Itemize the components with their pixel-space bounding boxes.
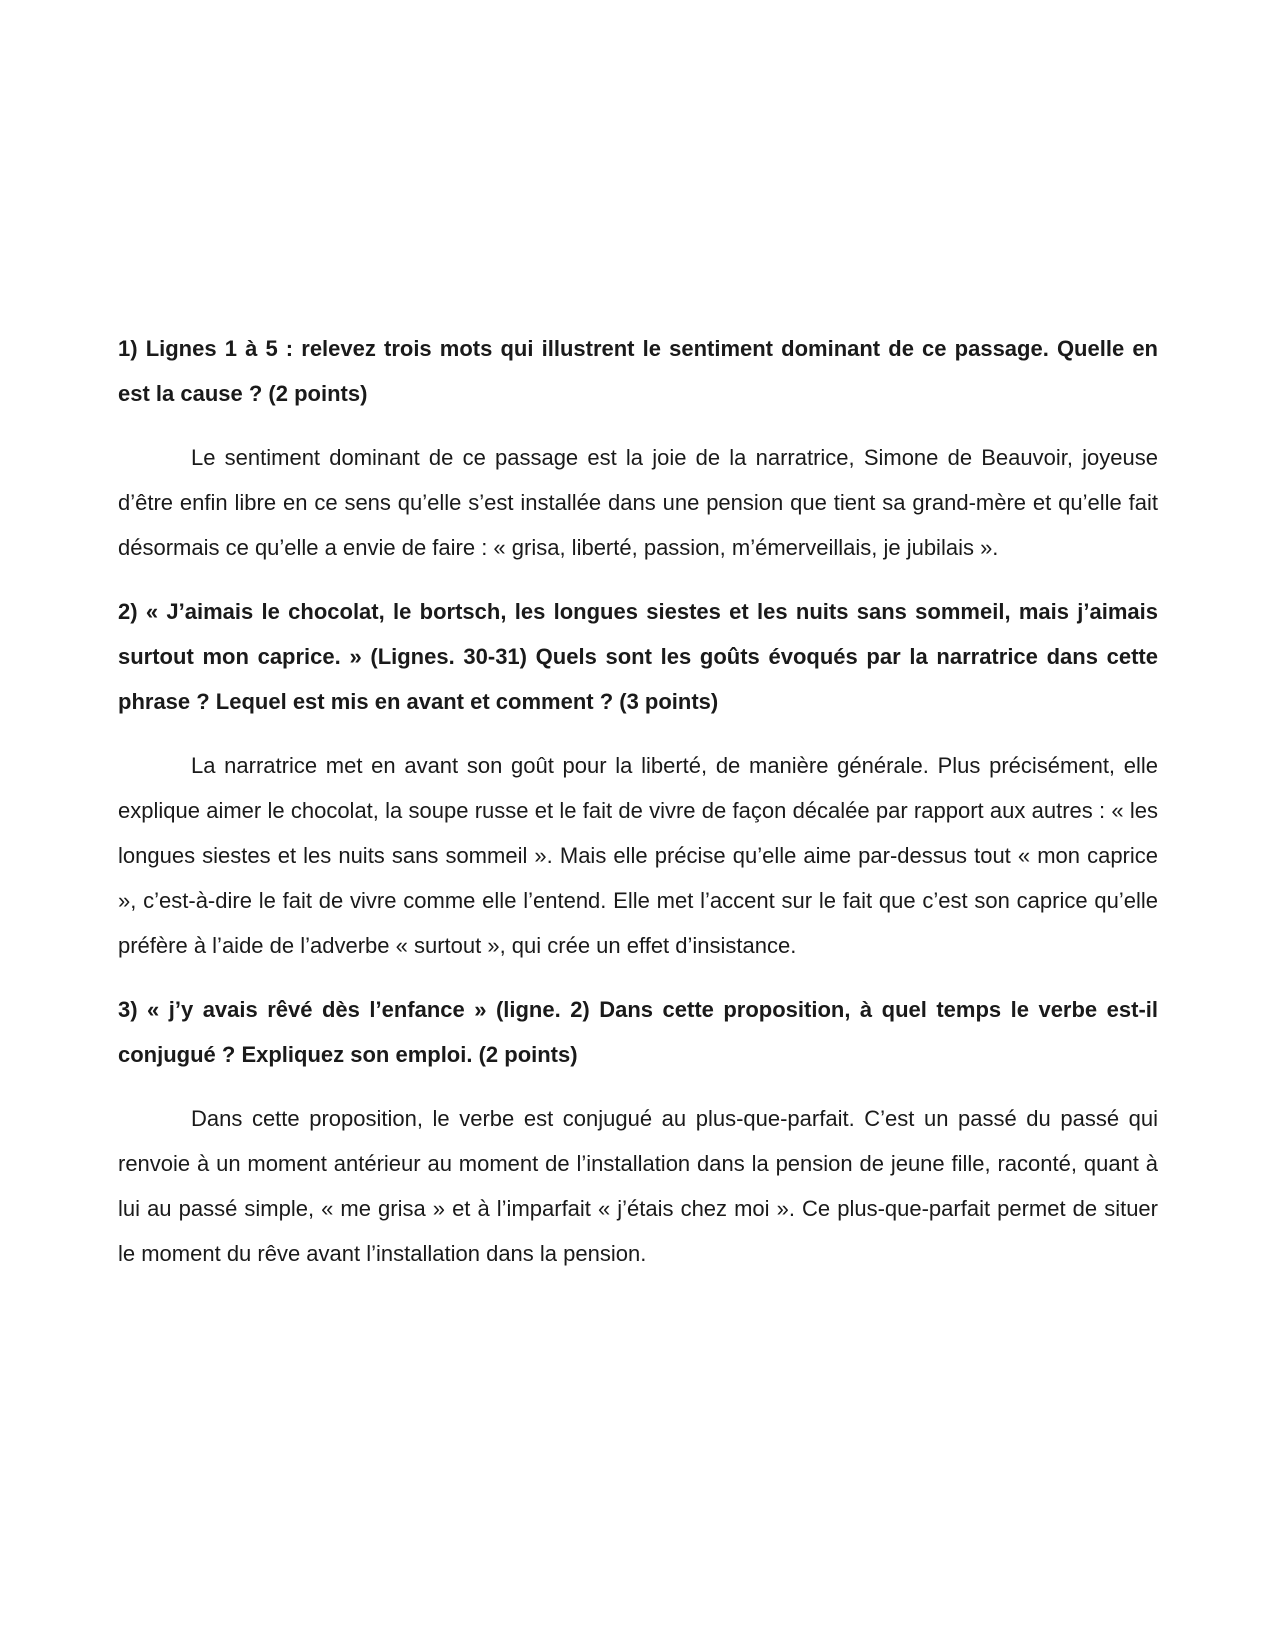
question-block-2 [118,589,1158,968]
question-block-3 [118,987,1158,1276]
question-2: 2) « J’aimais le chocolat, le bortsch, les longues siestes et les nuits sans sommeil, mais j’aimais surtout mon caprice. » (Lignes. 30-31) Quels sont les goûts évoqués par la narratrice dans cette phrase ? Lequel est mis en avant et comment ? (3 points) [118,599,1158,714]
answer-1: Le sentiment dominant de ce passage est la joie de la narratrice, Simone de Beauvoir, joyeuse d’être enfin libre en ce sens qu’elle s’est installée dans une pension que tient sa grand-mère et qu’elle fait désormais ce qu’elle a envie de faire : « grisa, liberté, passion, m’émerveillais, je jubilais ». [118,445,1158,560]
document-page [118,326,1158,1295]
question-block-1 [118,326,1158,570]
answer-2: La narratrice met en avant son goût pour la liberté, de manière générale. Plus précisément, elle explique aimer le chocolat, la soupe russe et le fait de vivre de façon décalée par rapport aux autres : « les longues siestes et les nuits sans sommeil ». Mais elle précise qu’elle aime par-dessus tout « mon caprice », c’est-à-dire le fait de vivre comme elle l’entend. Elle met l’accent sur le fait que c’est son caprice qu’elle préfère à l’aide de l’adverbe « surtout », qui crée un effet d’insistance. [118,753,1158,958]
question-1: 1) Lignes 1 à 5 : relevez trois mots qui illustrent le sentiment dominant de ce passage. Quelle en est la cause ? (2 points) [118,336,1158,406]
question-3: 3) « j’y avais rêvé dès l’enfance » (ligne. 2) Dans cette proposition, à quel temps le verbe est-il conjugué ? Expliquez son emploi. (2 points) [118,997,1158,1067]
answer-3: Dans cette proposition, le verbe est conjugué au plus-que-parfait. C’est un passé du passé qui renvoie à un moment antérieur au moment de l’installation dans la pension de jeune fille, raconté, quant à lui au passé simple, « me grisa » et à l’imparfait « j’étais chez moi ». Ce plus-que-parfait permet de situer le moment du rêve avant l’installation dans la pension. [118,1106,1158,1266]
